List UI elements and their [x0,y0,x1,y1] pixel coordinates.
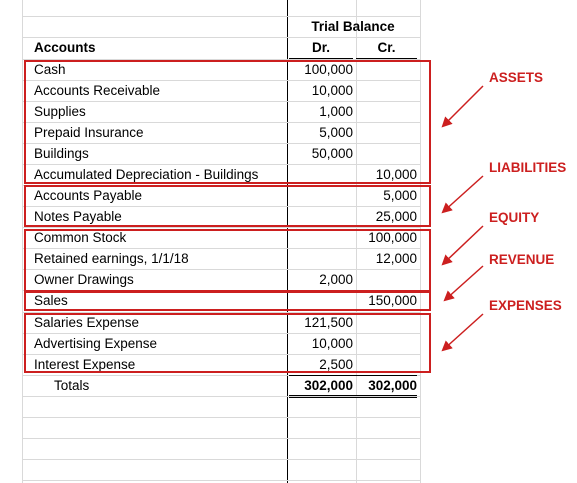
debit-value: 2,000 [319,272,353,287]
trial-balance-title: Trial Balance [311,19,395,34]
account-name: Sales [34,293,68,308]
debit-total: 302,000 [304,378,353,393]
credit-value: 150,000 [368,293,417,308]
account-name: Interest Expense [34,357,136,372]
account-name: Advertising Expense [34,336,158,351]
credit-total: 302,000 [368,378,417,393]
liabilities-label: LIABILITIES [489,160,567,175]
account-name: Salaries Expense [34,315,140,330]
account-name: Accounts Receivable [34,83,161,98]
debit-value: 50,000 [311,146,353,161]
account-name: Accounts Payable [34,188,143,203]
debit-value: 121,500 [304,315,353,330]
totals-label: Totals [54,378,90,393]
credit-value: 5,000 [383,188,417,203]
credit-value: 10,000 [375,167,417,182]
account-name: Buildings [34,146,89,161]
assets-label: ASSETS [489,70,544,85]
revenue-label: REVENUE [489,252,555,267]
credit-value: 25,000 [375,209,417,224]
debit-value: 1,000 [319,104,353,119]
revenue-arrow [445,266,483,300]
expenses-label: EXPENSES [489,298,562,313]
assets-arrow [443,86,483,126]
expenses-arrow [443,314,483,350]
debit-value: 2,500 [319,357,353,372]
account-name: Supplies [34,104,86,119]
equity-arrow [443,226,483,264]
account-name: Accumulated Depreciation - Buildings [34,167,259,182]
credit-header: Cr. [377,40,396,55]
accounts-header: Accounts [34,40,96,55]
debit-value: 5,000 [319,125,353,140]
credit-value: 12,000 [375,251,417,266]
account-name: Prepaid Insurance [34,125,144,140]
credit-value: 100,000 [368,230,417,245]
equity-label: EQUITY [489,210,540,225]
account-name: Common Stock [34,230,127,245]
debit-header: Dr. [311,40,330,55]
debit-value: 10,000 [311,83,353,98]
account-name: Cash [34,62,66,77]
debit-value: 100,000 [304,62,353,77]
account-name: Retained earnings, 1/1/18 [34,251,189,266]
debit-value: 10,000 [311,336,353,351]
account-name: Notes Payable [34,209,122,224]
account-name: Owner Drawings [34,272,134,287]
liabilities-arrow [443,176,483,212]
